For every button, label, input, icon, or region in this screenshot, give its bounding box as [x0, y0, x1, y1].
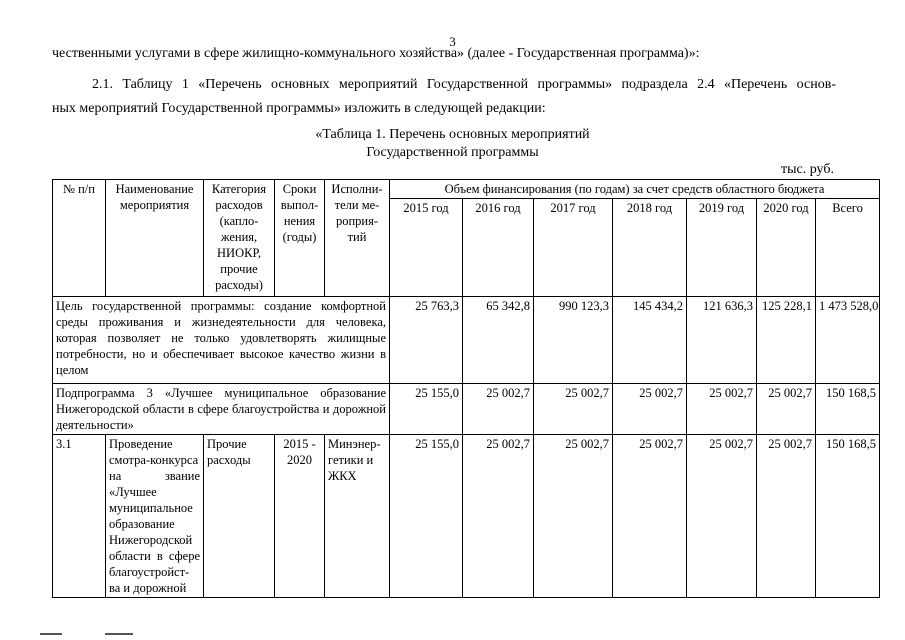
- header-year-2015: 2015 год: [390, 199, 463, 297]
- item-value-2018: 25 002,7: [613, 435, 687, 598]
- activities-table: [52, 179, 880, 598]
- goal-row: [53, 297, 880, 384]
- subprogram-value-2020: 25 002,7: [757, 384, 816, 435]
- item-value-2015: 25 155,0: [390, 435, 463, 598]
- header-num: № п/п: [53, 180, 106, 297]
- header-year-2017: 2017 год: [534, 199, 613, 297]
- scan-edge-mark: [105, 633, 133, 635]
- header-category: Категория расходов (капло-жения, НИОКР, прочие расходы): [204, 180, 275, 297]
- item-value-2016: 25 002,7: [463, 435, 534, 598]
- goal-value-2019: 121 636,3: [687, 297, 757, 384]
- item-name: Проведение смотра-конкурса на звание «Лучшее муниципальное образование Нижегородской области в сфере благоустройст-ва и дорожной: [106, 435, 204, 598]
- header-year-2020: 2020 год: [757, 199, 816, 297]
- intro-line-3: ных мероприятий Государственной программы» изложить в следующей редакции:: [52, 101, 546, 116]
- table-row: [53, 435, 880, 598]
- header-name: Наименование мероприятия: [106, 180, 204, 297]
- header-terms: Сроки выпол-нения (годы): [275, 180, 325, 297]
- intro-line-1: чественными услугами в сфере жилищно-коммунального хозяйства» (далее - Государственная программа)»:: [52, 46, 700, 61]
- subprogram-value-total: 150 168,5: [816, 384, 880, 435]
- subprogram-value-2019: 25 002,7: [687, 384, 757, 435]
- item-value-2017: 25 002,7: [534, 435, 613, 598]
- subprogram-value-2015: 25 155,0: [390, 384, 463, 435]
- item-value-total: 150 168,5: [816, 435, 880, 598]
- subprogram-row: [53, 384, 880, 435]
- header-year-2016: 2016 год: [463, 199, 534, 297]
- header-executors: Исполни-тели ме-роприя-тий: [325, 180, 390, 297]
- item-terms: 2015 - 2020: [275, 435, 325, 598]
- header-year-2018: 2018 год: [613, 199, 687, 297]
- header-total: Всего: [816, 199, 880, 297]
- goal-value-total: 1 473 528,0: [816, 297, 880, 384]
- header-row: [53, 180, 880, 199]
- goal-value-2017: 990 123,3: [534, 297, 613, 384]
- subprogram-value-2017: 25 002,7: [534, 384, 613, 435]
- goal-text: Цель государственной программы: создание комфортной среды проживания и жизнедеятельности для человека, которая позволяет не только удовлетворять жилищные потребности, но и обеспечивает высокое качество жизни в целом: [53, 297, 390, 384]
- intro-line-2: 2.1. Таблицу 1 «Перечень основных мероприятий Государственной программы» подраздела 2.4 «Перечень основ-: [92, 77, 836, 92]
- goal-value-2016: 65 342,8: [463, 297, 534, 384]
- item-value-2020: 25 002,7: [757, 435, 816, 598]
- subprogram-value-2018: 25 002,7: [613, 384, 687, 435]
- table-title-line-1: «Таблица 1. Перечень основных мероприятий: [315, 127, 590, 142]
- header-year-2019: 2019 год: [687, 199, 757, 297]
- goal-value-2020: 125 228,1: [757, 297, 816, 384]
- item-num: 3.1: [53, 435, 106, 598]
- header-financing: Объем финансирования (по годам) за счет средств областного бюджета: [390, 180, 880, 199]
- item-category: Прочие расходы: [204, 435, 275, 598]
- subprogram-value-2016: 25 002,7: [463, 384, 534, 435]
- goal-value-2018: 145 434,2: [613, 297, 687, 384]
- scan-edge-mark: [40, 633, 62, 635]
- page-number: 3: [449, 34, 456, 49]
- table-title-line-2: Государственной программы: [366, 145, 539, 160]
- item-executors: Минэнер-гетики и ЖКХ: [325, 435, 390, 598]
- goal-value-2015: 25 763,3: [390, 297, 463, 384]
- unit-label: тыс. руб.: [781, 162, 834, 177]
- item-value-2019: 25 002,7: [687, 435, 757, 598]
- subprogram-text: Подпрограмма 3 «Лучшее муниципальное образование Нижегородской области в сфере благоустройства и дорожной деятельности»: [53, 384, 390, 435]
